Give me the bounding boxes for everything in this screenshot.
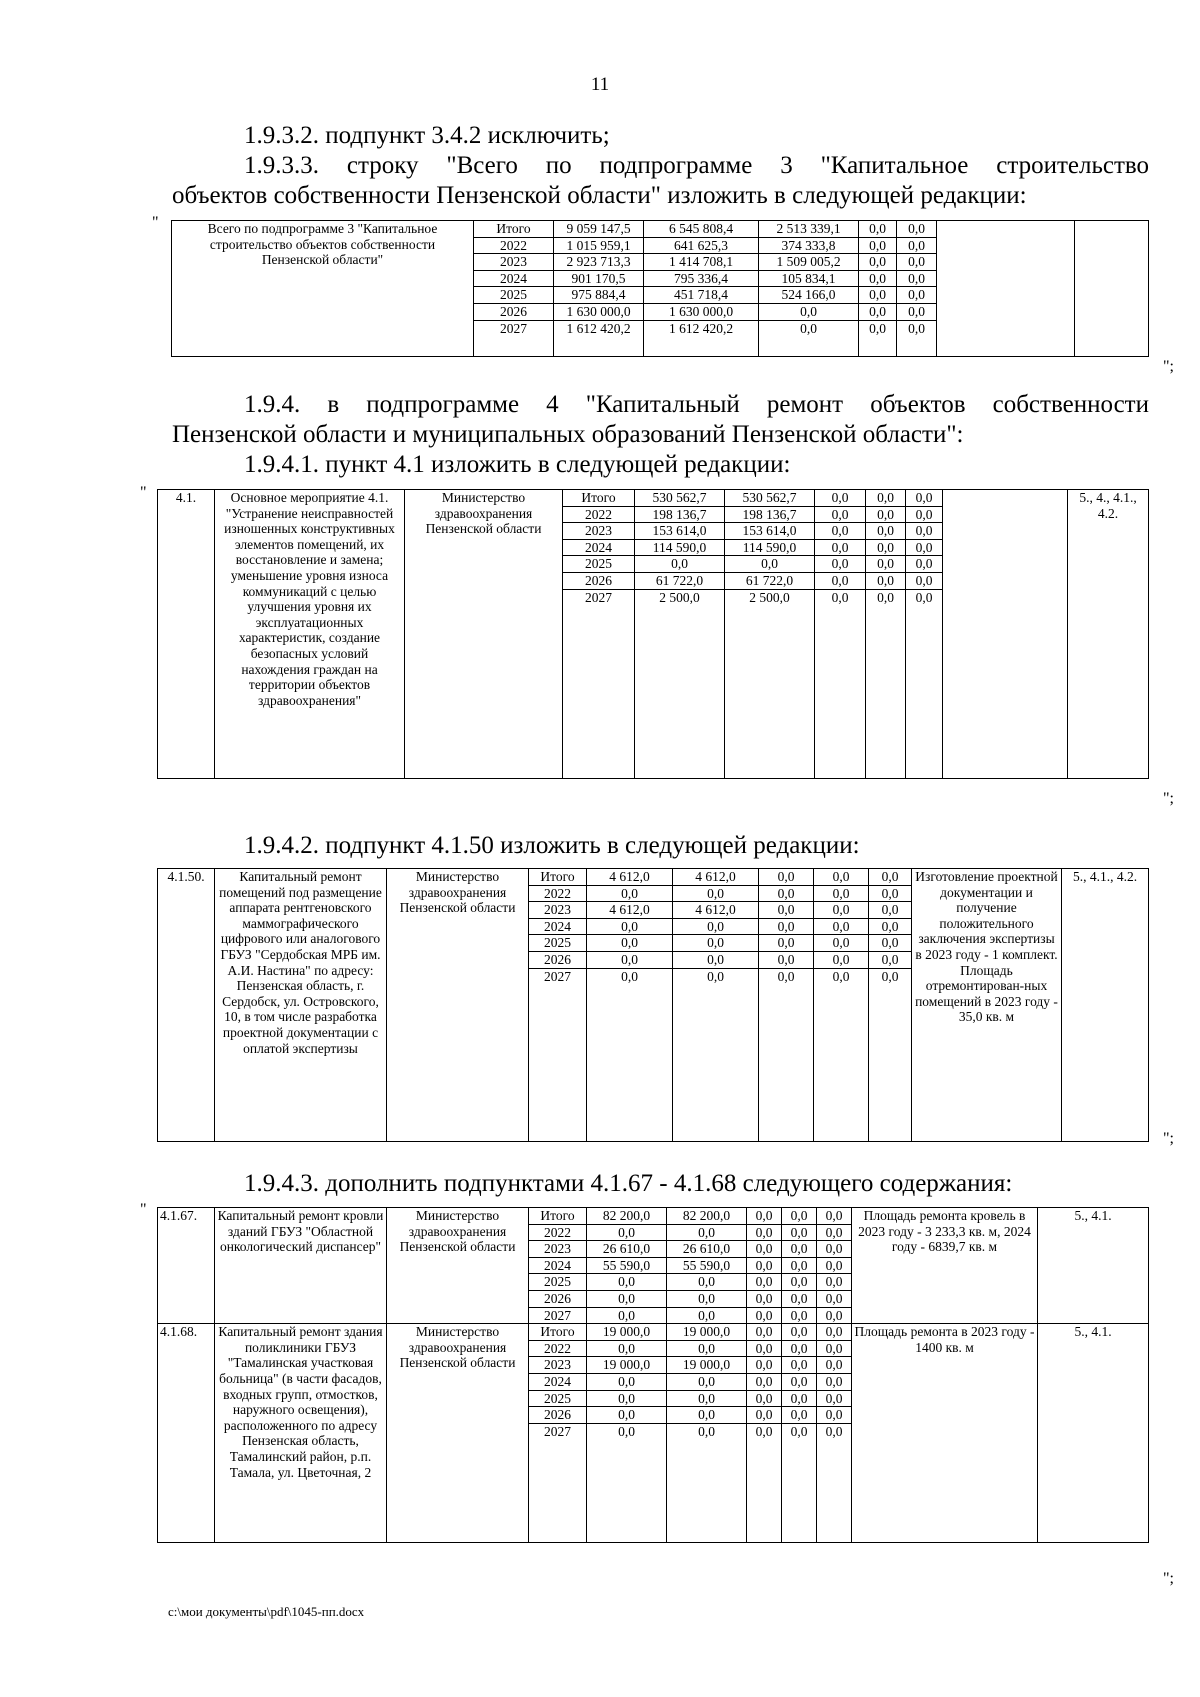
other-sources-cell: 0,0	[906, 556, 943, 573]
other-sources-cell: 0,0	[817, 1257, 852, 1274]
other-sources-cell: 0,0	[906, 539, 943, 556]
federal-budget-cell: 0,0	[747, 1340, 782, 1357]
federal-budget-cell: 0,0	[747, 1208, 782, 1225]
other-sources-cell: 0,0	[869, 968, 912, 1141]
local-budget-cell: 0,0	[782, 1423, 817, 1542]
other-sources-cell: 0,0	[897, 221, 937, 238]
regional-budget-cell: 0,0	[667, 1307, 747, 1324]
federal-budget-cell: 0,0	[747, 1407, 782, 1424]
total-cell: 19 000,0	[587, 1357, 667, 1374]
federal-budget-cell: 0,0	[759, 902, 814, 919]
federal-budget-cell: 0,0	[747, 1307, 782, 1324]
year-cell: 2024	[563, 539, 635, 556]
regional-budget-cell: 0,0	[667, 1407, 747, 1424]
federal-budget-cell: 1 509 005,2	[759, 254, 859, 271]
local-budget-cell: 0,0	[782, 1340, 817, 1357]
regional-budget-cell: 61 722,0	[725, 572, 815, 589]
year-cell: 2023	[529, 1241, 587, 1258]
item-number-cell: 4.1.68.	[158, 1324, 215, 1543]
year-cell: 2025	[529, 1390, 587, 1407]
other-sources-cell: 0,0	[817, 1340, 852, 1357]
activity-name-cell: Основное мероприятие 4.1. "Устранение неисправностей изношенных конструктивных элементов помещений, их восстановление и замена; уменьшение уровня износа коммуникаций с целью улучшения уровня их эксплуатационных характеристик, создание безопасных условий нахождения граждан на территории объектов здравоохранения"	[215, 490, 405, 779]
local-budget-cell: 0,0	[814, 869, 869, 886]
regional-budget-cell: 2 500,0	[725, 589, 815, 778]
total-cell: 55 590,0	[587, 1257, 667, 1274]
year-cell: 2022	[563, 506, 635, 523]
local-budget-cell: 0,0	[859, 287, 897, 304]
total-cell: 1 612 420,2	[554, 320, 644, 356]
link-cell	[1075, 221, 1149, 357]
regional-budget-cell: 0,0	[667, 1340, 747, 1357]
total-cell: 9 059 147,5	[554, 221, 644, 238]
total-cell: 4 612,0	[587, 869, 673, 886]
paragraph-1-9-3-2: 1.9.3.2. подпункт 3.4.2 исключить;	[244, 122, 610, 149]
other-sources-cell: 0,0	[869, 885, 912, 902]
table-item-4-1	[157, 489, 1149, 779]
regional-budget-cell: 0,0	[673, 951, 759, 968]
local-budget-cell: 0,0	[782, 1274, 817, 1291]
local-budget-cell: 0,0	[859, 237, 897, 254]
other-sources-cell: 0,0	[906, 490, 943, 507]
total-cell: 0,0	[587, 968, 673, 1141]
year-cell: 2024	[529, 918, 587, 935]
indicator-cell: Площадь ремонта кровель в 2023 году - 3 233,3 кв. м, 2024 году - 6839,7 кв. м	[852, 1208, 1038, 1324]
other-sources-cell: 0,0	[897, 254, 937, 271]
local-budget-cell: 0,0	[859, 221, 897, 238]
local-budget-cell: 0,0	[814, 885, 869, 902]
year-cell: 2027	[563, 589, 635, 778]
federal-budget-cell: 0,0	[747, 1390, 782, 1407]
total-cell: 114 590,0	[635, 539, 725, 556]
other-sources-cell: 0,0	[817, 1241, 852, 1258]
total-cell: 1 015 959,1	[554, 237, 644, 254]
executor-cell: Министерство здравоохранения Пензенской области	[387, 1324, 529, 1543]
federal-budget-cell: 105 834,1	[759, 270, 859, 287]
regional-budget-cell: 0,0	[667, 1274, 747, 1291]
total-cell: 198 136,7	[635, 506, 725, 523]
local-budget-cell: 0,0	[782, 1257, 817, 1274]
year-cell: 2027	[529, 1307, 587, 1324]
local-budget-cell: 0,0	[866, 506, 906, 523]
federal-budget-cell: 0,0	[759, 320, 859, 356]
total-cell: 0,0	[587, 918, 673, 935]
link-cell: 5., 4.1.	[1038, 1324, 1149, 1543]
total-cell: 0,0	[587, 1407, 667, 1424]
quote-open: "	[140, 1201, 147, 1218]
federal-budget-cell: 0,0	[747, 1274, 782, 1291]
local-budget-cell: 0,0	[866, 523, 906, 540]
regional-budget-cell: 19 000,0	[667, 1357, 747, 1374]
other-sources-cell: 0,0	[897, 320, 937, 356]
year-cell: Итого	[474, 221, 554, 238]
local-budget-cell: 0,0	[782, 1241, 817, 1258]
local-budget-cell: 0,0	[782, 1290, 817, 1307]
other-sources-cell: 0,0	[817, 1224, 852, 1241]
quote-open: "	[152, 214, 159, 231]
other-sources-cell: 0,0	[906, 589, 943, 778]
federal-budget-cell: 0,0	[747, 1423, 782, 1542]
local-budget-cell: 0,0	[782, 1390, 817, 1407]
total-cell: 26 610,0	[587, 1241, 667, 1258]
other-sources-cell: 0,0	[817, 1274, 852, 1291]
total-cell: 901 170,5	[554, 270, 644, 287]
activity-name-cell: Капитальный ремонт помещений под размещение аппарата рентгеновского маммографического цифрового или аналогового ГБУЗ "Сердобская МРБ им. А.И. Настина" по адресу: Пензенская область, г. Сердобск, ул. Островского, 10, в том числе разработка проектной документации с оплатой экспертизы	[215, 869, 387, 1142]
federal-budget-cell: 0,0	[747, 1324, 782, 1341]
total-cell: 2 923 713,3	[554, 254, 644, 271]
federal-budget-cell: 0,0	[815, 490, 866, 507]
local-budget-cell: 0,0	[859, 270, 897, 287]
year-cell: Итого	[529, 1324, 587, 1341]
indicator-cell	[943, 490, 1068, 779]
total-cell: 4 612,0	[587, 902, 673, 919]
quote-close: ";	[1163, 1130, 1174, 1147]
other-sources-cell: 0,0	[817, 1208, 852, 1225]
other-sources-cell: 0,0	[897, 237, 937, 254]
other-sources-cell: 0,0	[869, 902, 912, 919]
federal-budget-cell: 0,0	[747, 1224, 782, 1241]
federal-budget-cell: 0,0	[815, 589, 866, 778]
year-cell: 2022	[474, 237, 554, 254]
regional-budget-cell: 114 590,0	[725, 539, 815, 556]
year-cell: 2026	[474, 303, 554, 320]
table-row	[158, 869, 1149, 886]
year-cell: 2027	[529, 1423, 587, 1542]
other-sources-cell: 0,0	[869, 935, 912, 952]
year-cell: 2023	[474, 254, 554, 271]
table-items-4-1-67-4-1-68	[157, 1207, 1149, 1543]
other-sources-cell: 0,0	[817, 1407, 852, 1424]
federal-budget-cell: 0,0	[759, 918, 814, 935]
regional-budget-cell: 530 562,7	[725, 490, 815, 507]
other-sources-cell: 0,0	[897, 303, 937, 320]
table-row	[158, 490, 1149, 507]
total-cell: 975 884,4	[554, 287, 644, 304]
federal-budget-cell: 0,0	[747, 1241, 782, 1258]
regional-budget-cell: 26 610,0	[667, 1241, 747, 1258]
local-budget-cell: 0,0	[782, 1224, 817, 1241]
activity-name-cell: Капитальный ремонт кровли зданий ГБУЗ "Областной онкологический диспансер"	[215, 1208, 387, 1324]
year-cell: 2027	[529, 968, 587, 1141]
regional-budget-cell: 1 630 000,0	[644, 303, 759, 320]
federal-budget-cell: 524 166,0	[759, 287, 859, 304]
year-cell: Итого	[529, 1208, 587, 1225]
paragraph-1-9-4-1: 1.9.4.1. пункт 4.1 изложить в следующей редакции:	[244, 451, 791, 478]
regional-budget-cell: 0,0	[673, 968, 759, 1141]
regional-budget-cell: 0,0	[667, 1290, 747, 1307]
local-budget-cell: 0,0	[782, 1324, 817, 1341]
other-sources-cell: 0,0	[869, 951, 912, 968]
other-sources-cell: 0,0	[906, 572, 943, 589]
total-cell: 0,0	[587, 1373, 667, 1390]
local-budget-cell: 0,0	[859, 303, 897, 320]
link-cell: 5., 4.1., 4.2.	[1062, 869, 1149, 1142]
federal-budget-cell: 0,0	[815, 506, 866, 523]
federal-budget-cell: 0,0	[759, 869, 814, 886]
regional-budget-cell: 0,0	[725, 556, 815, 573]
activity-name-cell: Капитальный ремонт здания поликлиники ГБУЗ "Тамалинская участковая больница" (в части фасадов, входных групп, отмостков, наружного освещения), расположенного по адресу Пензенская область, Тамалинский район, р.п. Тамала, ул. Цветочная, 2	[215, 1324, 387, 1543]
year-cell: 2025	[529, 1274, 587, 1291]
local-budget-cell: 0,0	[814, 951, 869, 968]
item-number-cell: 4.1.67.	[158, 1208, 215, 1324]
link-cell: 5., 4.1.	[1038, 1208, 1149, 1324]
regional-budget-cell: 641 625,3	[644, 237, 759, 254]
indicator-cell: Изготовление проектной документации и получение положительного заключения экспертизы в 2023 году - 1 комплект. Площадь отремонтирован-ных помещений в 2023 году - 35,0 кв. м	[912, 869, 1062, 1142]
total-cell: 0,0	[587, 1390, 667, 1407]
total-cell: 0,0	[587, 1224, 667, 1241]
other-sources-cell: 0,0	[817, 1357, 852, 1374]
year-cell: 2024	[529, 1373, 587, 1390]
local-budget-cell: 0,0	[866, 589, 906, 778]
paragraph-1-9-4-3: 1.9.4.3. дополнить подпунктами 4.1.67 - 4.1.68 следующего содержания:	[244, 1170, 1013, 1197]
other-sources-cell: 0,0	[906, 523, 943, 540]
executor-cell: Министерство здравоохранения Пензенской области	[405, 490, 563, 779]
paragraph-1-9-4-line1: 1.9.4. в подпрограмме 4 "Капитальный ремонт объектов собственности	[244, 391, 1149, 418]
year-cell: 2026	[529, 1290, 587, 1307]
total-cell: 0,0	[587, 1307, 667, 1324]
table-row	[158, 1324, 1149, 1341]
other-sources-cell: 0,0	[817, 1307, 852, 1324]
federal-budget-cell: 0,0	[759, 968, 814, 1141]
other-sources-cell: 0,0	[869, 869, 912, 886]
local-budget-cell: 0,0	[782, 1373, 817, 1390]
year-cell: 2025	[563, 556, 635, 573]
regional-budget-cell: 82 200,0	[667, 1208, 747, 1225]
total-cell: 153 614,0	[635, 523, 725, 540]
other-sources-cell: 0,0	[906, 506, 943, 523]
local-budget-cell: 0,0	[866, 556, 906, 573]
regional-budget-cell: 6 545 808,4	[644, 221, 759, 238]
federal-budget-cell: 0,0	[759, 885, 814, 902]
year-cell: 2025	[474, 287, 554, 304]
year-cell: 2023	[529, 1357, 587, 1374]
local-budget-cell: 0,0	[814, 918, 869, 935]
local-budget-cell: 0,0	[866, 490, 906, 507]
year-cell: 2025	[529, 935, 587, 952]
regional-budget-cell: 198 136,7	[725, 506, 815, 523]
total-cell: 61 722,0	[635, 572, 725, 589]
regional-budget-cell: 55 590,0	[667, 1257, 747, 1274]
local-budget-cell: 0,0	[814, 902, 869, 919]
local-budget-cell: 0,0	[782, 1307, 817, 1324]
federal-budget-cell: 0,0	[815, 539, 866, 556]
quote-open: "	[140, 484, 147, 501]
total-cell: 0,0	[635, 556, 725, 573]
regional-budget-cell: 1 612 420,2	[644, 320, 759, 356]
local-budget-cell: 0,0	[866, 572, 906, 589]
year-cell: 2022	[529, 885, 587, 902]
regional-budget-cell: 451 718,4	[644, 287, 759, 304]
other-sources-cell: 0,0	[817, 1324, 852, 1341]
regional-budget-cell: 0,0	[667, 1423, 747, 1542]
federal-budget-cell: 374 333,8	[759, 237, 859, 254]
paragraph-1-9-3-3-line2: объектов собственности Пензенской области" изложить в следующей редакции:	[172, 182, 1027, 209]
regional-budget-cell: 795 336,4	[644, 270, 759, 287]
other-sources-cell: 0,0	[817, 1390, 852, 1407]
local-budget-cell: 0,0	[782, 1208, 817, 1225]
local-budget-cell: 0,0	[782, 1357, 817, 1374]
federal-budget-cell: 0,0	[759, 935, 814, 952]
year-cell: 2023	[529, 902, 587, 919]
indicator-cell	[937, 221, 1075, 357]
year-cell: 2026	[529, 951, 587, 968]
total-cell: 82 200,0	[587, 1208, 667, 1225]
total-cell: 0,0	[587, 1274, 667, 1291]
total-cell: 0,0	[587, 951, 673, 968]
regional-budget-cell: 0,0	[667, 1224, 747, 1241]
federal-budget-cell: 0,0	[747, 1257, 782, 1274]
total-cell: 0,0	[587, 1290, 667, 1307]
regional-budget-cell: 0,0	[673, 885, 759, 902]
other-sources-cell: 0,0	[817, 1373, 852, 1390]
federal-budget-cell: 0,0	[759, 951, 814, 968]
other-sources-cell: 0,0	[817, 1290, 852, 1307]
executor-cell: Министерство здравоохранения Пензенской области	[387, 1208, 529, 1324]
local-budget-cell: 0,0	[866, 539, 906, 556]
regional-budget-cell: 4 612,0	[673, 902, 759, 919]
local-budget-cell: 0,0	[782, 1407, 817, 1424]
federal-budget-cell: 2 513 339,1	[759, 221, 859, 238]
regional-budget-cell: 153 614,0	[725, 523, 815, 540]
executor-cell: Министерство здравоохранения Пензенской области	[387, 869, 529, 1142]
page-number: 11	[590, 74, 610, 95]
regional-budget-cell: 19 000,0	[667, 1324, 747, 1341]
year-cell: 2027	[474, 320, 554, 356]
other-sources-cell: 0,0	[817, 1423, 852, 1542]
paragraph-1-9-3-3-line1: 1.9.3.3. строку "Всего по подпрограмме 3 "Капитальное строительство	[244, 152, 1149, 179]
local-budget-cell: 0,0	[859, 254, 897, 271]
year-cell: Итого	[529, 869, 587, 886]
footer-file-path: c:\мои документы\pdf\1045-пп.docx	[168, 1604, 365, 1619]
table-subprogram-3-total	[171, 220, 1149, 357]
year-cell: 2026	[563, 572, 635, 589]
subprogram-name-cell: Всего по подпрограмме 3 "Капитальное строительство объектов собственности Пензенской области"	[172, 221, 474, 357]
local-budget-cell: 0,0	[814, 935, 869, 952]
other-sources-cell: 0,0	[897, 270, 937, 287]
federal-budget-cell: 0,0	[815, 572, 866, 589]
total-cell: 1 630 000,0	[554, 303, 644, 320]
total-cell: 530 562,7	[635, 490, 725, 507]
year-cell: 2026	[529, 1407, 587, 1424]
total-cell: 2 500,0	[635, 589, 725, 778]
other-sources-cell: 0,0	[869, 918, 912, 935]
regional-budget-cell: 0,0	[673, 918, 759, 935]
total-cell: 0,0	[587, 1423, 667, 1542]
regional-budget-cell: 0,0	[673, 935, 759, 952]
paragraph-1-9-4-line2: Пензенской области и муниципальных образований Пензенской области":	[172, 421, 964, 448]
regional-budget-cell: 0,0	[667, 1390, 747, 1407]
regional-budget-cell: 1 414 708,1	[644, 254, 759, 271]
total-cell: 19 000,0	[587, 1324, 667, 1341]
year-cell: 2022	[529, 1224, 587, 1241]
other-sources-cell: 0,0	[897, 287, 937, 304]
table-item-4-1-50	[157, 868, 1149, 1142]
total-cell: 0,0	[587, 1340, 667, 1357]
local-budget-cell: 0,0	[814, 968, 869, 1141]
table-row	[172, 221, 1149, 238]
year-cell: Итого	[563, 490, 635, 507]
federal-budget-cell: 0,0	[747, 1290, 782, 1307]
regional-budget-cell: 4 612,0	[673, 869, 759, 886]
total-cell: 0,0	[587, 935, 673, 952]
federal-budget-cell: 0,0	[759, 303, 859, 320]
quote-close: ";	[1163, 358, 1174, 375]
federal-budget-cell: 0,0	[747, 1373, 782, 1390]
year-cell: 2023	[563, 523, 635, 540]
indicator-cell: Площадь ремонта в 2023 году - 1400 кв. м	[852, 1324, 1038, 1543]
federal-budget-cell: 0,0	[815, 523, 866, 540]
local-budget-cell: 0,0	[859, 320, 897, 356]
quote-close: ";	[1163, 790, 1174, 807]
table-row	[158, 1208, 1149, 1225]
regional-budget-cell: 0,0	[667, 1373, 747, 1390]
link-cell: 5., 4., 4.1., 4.2.	[1068, 490, 1149, 779]
year-cell: 2022	[529, 1340, 587, 1357]
year-cell: 2024	[529, 1257, 587, 1274]
year-cell: 2024	[474, 270, 554, 287]
item-number-cell: 4.1.50.	[158, 869, 215, 1142]
federal-budget-cell: 0,0	[815, 556, 866, 573]
paragraph-1-9-4-2: 1.9.4.2. подпункт 4.1.50 изложить в следующей редакции:	[244, 832, 860, 859]
total-cell: 0,0	[587, 885, 673, 902]
item-number-cell: 4.1.	[158, 490, 215, 779]
quote-close: ";	[1163, 1570, 1174, 1587]
federal-budget-cell: 0,0	[747, 1357, 782, 1374]
